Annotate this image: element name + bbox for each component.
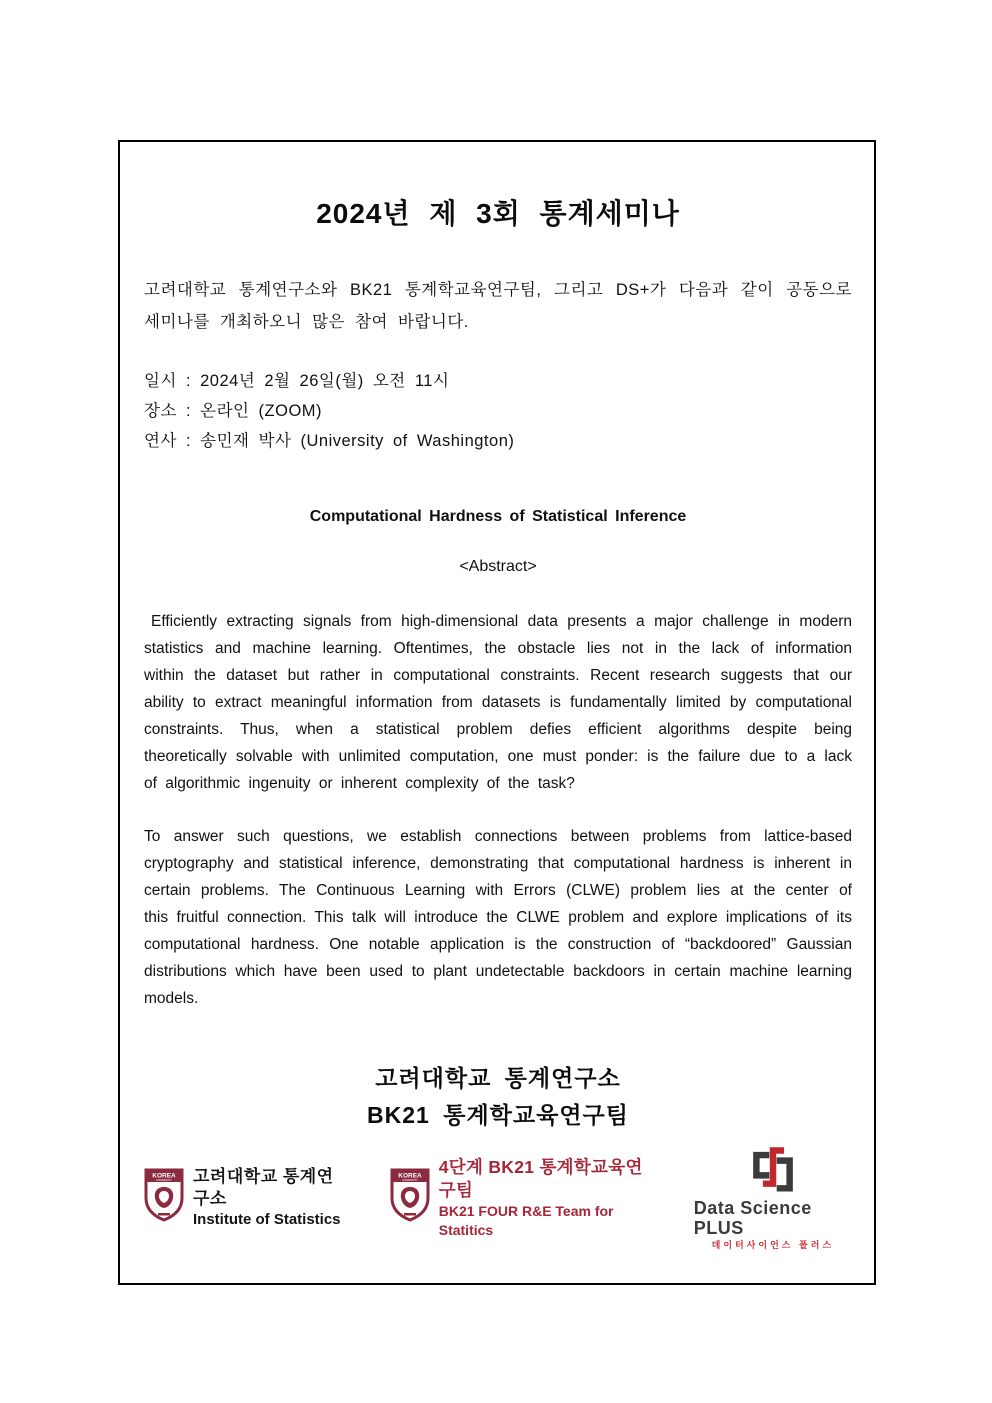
bk21-name-english: BK21 FOUR R&E Team for Statitics [438, 1202, 614, 1238]
document-page-border [118, 140, 876, 1285]
dsplus-name-korean: 데이터사이언스 플러스 [711, 1240, 835, 1250]
data-science-plus-monogram-icon [747, 1144, 799, 1197]
dsplus-name-english: Data Science PLUS [693, 1198, 812, 1238]
bk21-team-logo [390, 1156, 652, 1240]
institute-name-english: Institute of Statistics [193, 1210, 341, 1228]
institute-of-statistics-logo [144, 1166, 348, 1230]
svg-text:KOREA: KOREA [397, 1172, 422, 1180]
data-science-plus-logo [694, 1144, 852, 1251]
talk-title: Computational Hardness of Statistical Inference [309, 508, 687, 525]
host-line-institute: 고려대학교 통계연구소 [375, 1065, 621, 1091]
detail-datetime: 일시 : 2024년 2월 26일(월) 오전 11시 [144, 372, 450, 390]
abstract-paragraph-1: Efficiently extracting signals from high-dimensional data presents a major challenge in modern statistics and machine learning. Oftentimes, the obstacle lies not in the lack of information within the dataset but rather in computational constraints. Recent research suggests that our ability to extract meaningful information from datasets is fundamentally limited by computational constraints. Thus, when a statistical problem defies efficient algorithms despite being theoretically solvable with unlimited computation, one must ponder: is the failure due to a lack of algorithmic ingenuity or inherent complexity of the task? [144, 613, 852, 792]
korea-university-crest-icon [390, 1168, 430, 1227]
bk21-logo-text [439, 1156, 652, 1240]
institute-logo-text [193, 1166, 348, 1230]
korea-university-crest-icon [144, 1168, 184, 1227]
abstract-paragraph-2: To answer such questions, we establish connections between problems from lattice-based cryptography and statistical inference, demonstrating that computational hardness is inherent in certain problems. The Continuous Learning with Errors (CLWE) problem lies at the center of this fruitful connection. This talk will introduce the CLWE problem and explore implications of its computational hardness. One notable application is the construction of “backdoored” Gaussian distributions which have been used to plant undetectable backdoors in certain machine learning models. [144, 828, 852, 1007]
logo-row [144, 1144, 852, 1251]
detail-location: 장소 : 온라인 (ZOOM) [144, 402, 323, 420]
svg-text:UNIVERSITY: UNIVERSITY [156, 1179, 172, 1182]
svg-text:UNIVERSITY: UNIVERSITY [401, 1179, 418, 1182]
host-line-bk21: BK21 통계학교육연구팀 [367, 1102, 629, 1128]
institute-name-korean: 고려대학교 통계연구소 [193, 1166, 334, 1208]
intro-paragraph: 고려대학교 통계연구소와 BK21 통계학교육연구팀, 그리고 DS+가 다음과 같이 공동으로 세미나를 개최하오니 많은 참여 바랍니다. [144, 281, 852, 331]
detail-speaker: 연사 : 송민재 박사 (University of Washington) [144, 432, 515, 450]
abstract-label: <Abstract> [459, 558, 537, 575]
event-details [144, 366, 852, 456]
page-title: 2024년 제 3회 통계세미나 [316, 198, 680, 229]
host-organizations [144, 1060, 852, 1134]
bk21-name-korean: 4단계 BK21 통계학교육연구팀 [438, 1156, 643, 1200]
svg-text:KOREA: KOREA [152, 1172, 176, 1180]
